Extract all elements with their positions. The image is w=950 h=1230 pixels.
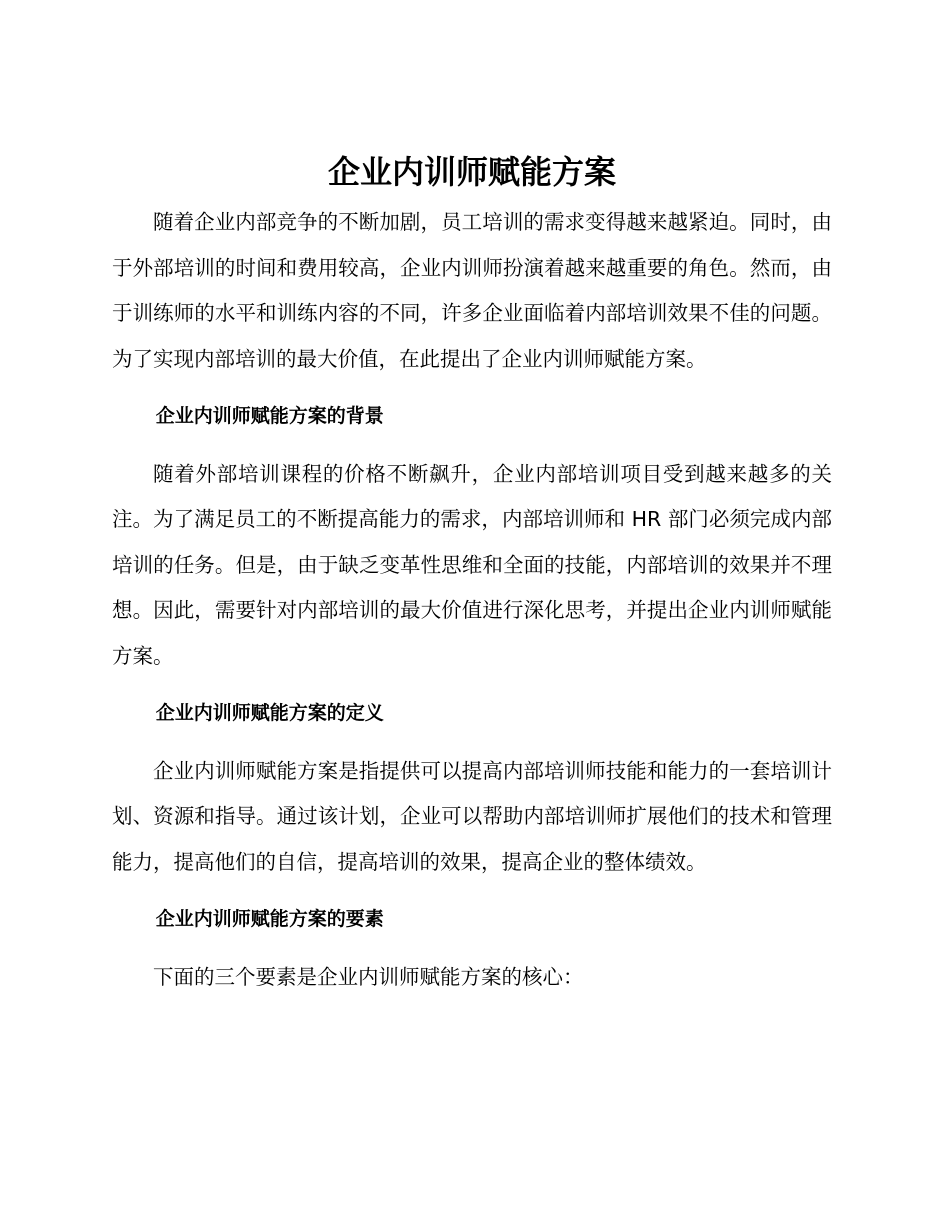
intro-paragraph: 随着企业内部竞争的不断加剧，员工培训的需求变得越来越紧迫。同时，由于外部培训的时间和费用较高，企业内训师扮演着越来越重要的角色。然而，由于训练师的水平和训练内容的不同，许多企业面临着内部培训效果不佳的问题。为了实现内部培训的最大价值，在此提出了企业内训师赋能方案。	[112, 210, 832, 371]
document-page	[112, 148, 832, 1000]
section-body-background: 随着外部培训课程的价格不断飙升，企业内部培训项目受到越来越多的关注。为了满足员工的不断提高能力的需求，内部培训师和 HR 部门必须完成内部培训的任务。但是，由于缺乏变革性思维和全面的技能，内部培训的效果并不理想。因此，需要针对内部培训的最大价值进行深化思考，并提出企业内训师赋能方案。	[112, 461, 832, 668]
section-heading-background: 企业内训师赋能方案的背景	[155, 405, 384, 427]
section-heading-elements: 企业内训师赋能方案的要素	[155, 908, 384, 930]
section-heading-definition: 企业内训师赋能方案的定义	[155, 702, 384, 724]
section-body-definition: 企业内训师赋能方案是指提供可以提高内部培训师技能和能力的一套培训计划、资源和指导。通过该计划，企业可以帮助内部培训师扩展他们的技术和管理能力，提高他们的自信，提高培训的效果，提高企业的整体绩效。	[112, 758, 832, 874]
document-title: 企业内训师赋能方案	[327, 153, 616, 191]
section-body-elements: 下面的三个要素是企业内训师赋能方案的核心：	[153, 964, 584, 989]
